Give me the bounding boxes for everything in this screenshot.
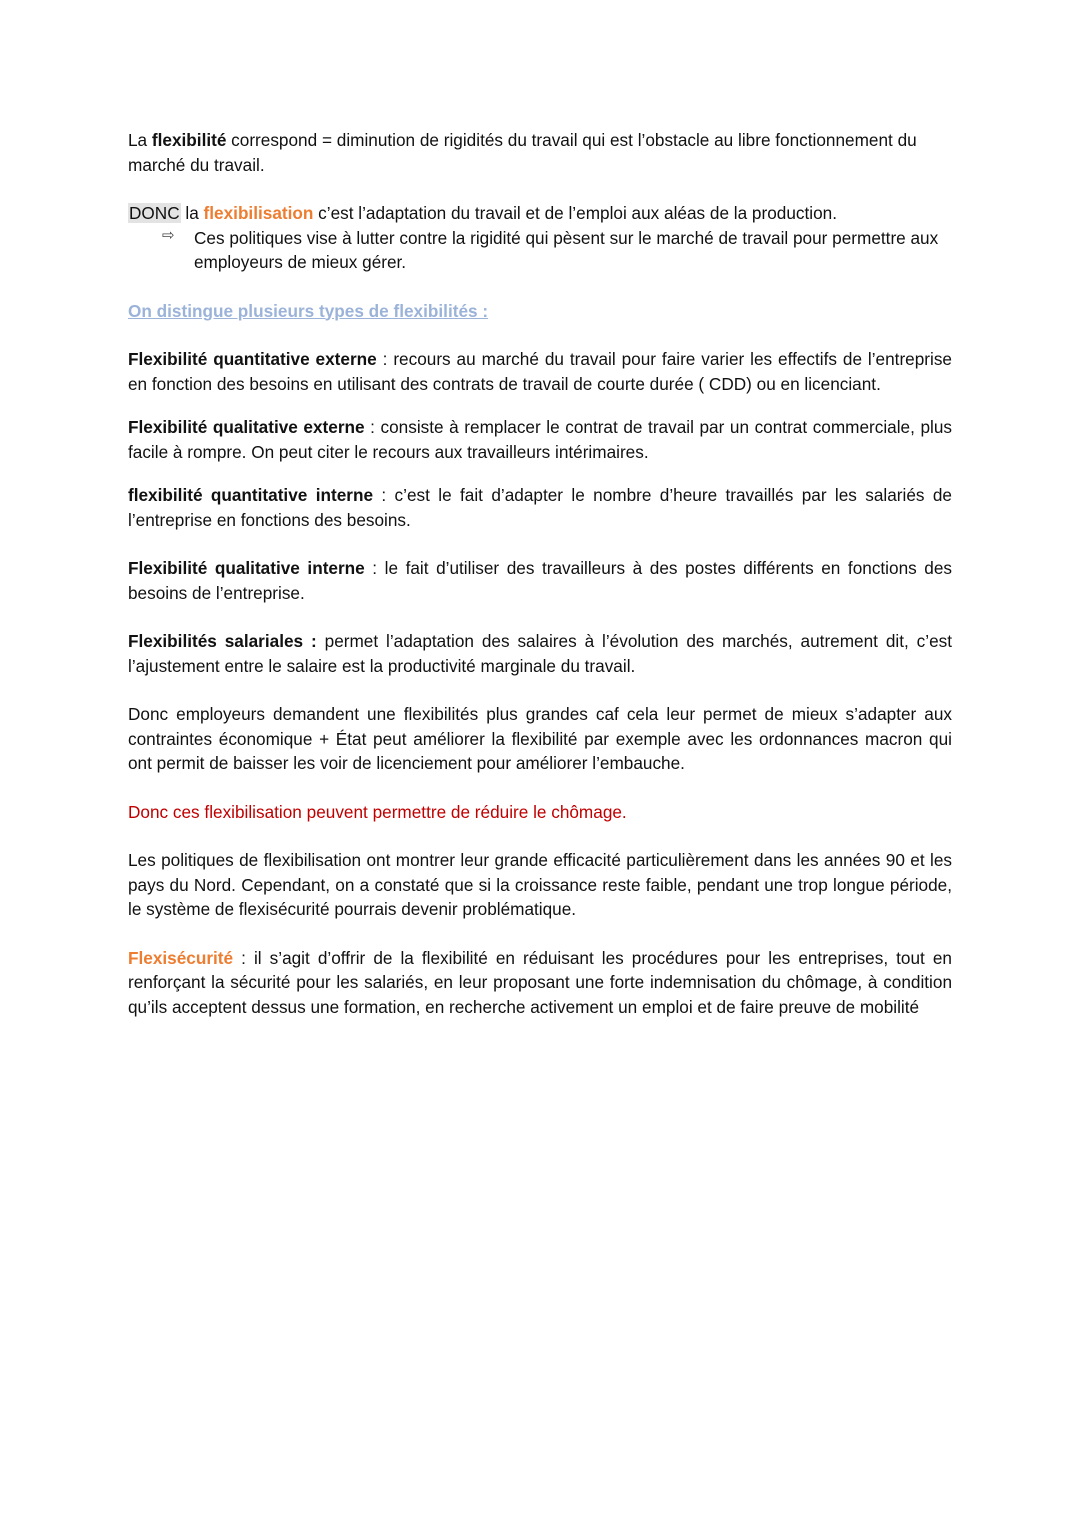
type-term: Flexibilité qualitative externe — [128, 417, 365, 437]
flexisecurite-paragraph — [128, 946, 952, 1020]
type-text: : c’est le fait d’adapter le nombre d’heure travaillés par les salariés de l’entreprise en fonctions des besoins. — [128, 485, 952, 530]
flexisecurite-text: : il s’agit d’offrir de la flexibilité en réduisant les procédures pour les entreprises, tout en renforçant la sécurité pour les salariés, en leur proposant une forte indemnisation du chômage, à condition qu’ils acceptent dessus une formation, en recherche activement un emploi et de faire preuve de mobilité — [128, 947, 952, 1017]
type-text: : le fait d’utiliser des travailleurs à des postes différents en fonctions des besoins de l’entreprise. — [128, 558, 952, 603]
employeurs-paragraph: Donc employeurs demandent une flexibilités plus grandes caf cela leur permet de mieux s’adapter aux contraintes économique + État peut améliorer la flexibilité par exemple avec les ordonnances macron qui ont permit de baisser les voir de licenciement pour améliorer l’embauche. — [128, 704, 952, 773]
arrow-right-icon: ⇨ — [162, 226, 175, 244]
conclusion-red: Donc ces flexibilisation peuvent permettre de réduire le chômage. — [128, 801, 627, 822]
intro-text-rest: correspond = diminution de rigidités du travail qui est l’obstacle au libre fonctionnement du marché du travail. — [128, 130, 917, 175]
type-term: Flexibilités salariales : — [128, 631, 317, 651]
politiques-paragraph: Les politiques de flexibilisation ont montrer leur grande efficacité particulièrement dans les années 90 et les pays du Nord. Cependant, on a constaté que si la croissance reste faible, pendant une trop longue période, le système de flexisécurité pourrais devenir problématique. — [128, 850, 952, 919]
bullet-item — [162, 226, 952, 275]
types-heading: On distingue plusieurs types de flexibilités : — [128, 300, 489, 321]
donc-definition: c’est l’adaptation du travail et de l’emploi aux aléas de la production. — [313, 203, 837, 223]
donc-highlight: DONC — [129, 203, 180, 223]
bullet-text: Ces politiques vise à lutter contre la rigidité qui pèsent sur le marché de travail pour permettre aux employeurs de mieux gérer. — [194, 227, 939, 272]
type-term: Flexibilité quantitative externe — [128, 349, 377, 369]
donc-paragraph — [128, 201, 952, 226]
term-flexibilite: flexibilité — [151, 130, 227, 150]
term-flexibilisation: flexibilisation — [203, 203, 314, 223]
type-text: permet l’adaptation des salaires à l’évolution des marchés, autrement dit, c’est l’ajustement entre le salaire est la productivité marginale du travail. — [128, 631, 952, 676]
type-paragraph-4 — [128, 556, 952, 605]
type-term: flexibilité quantitative interne — [128, 485, 374, 505]
section-heading — [128, 299, 952, 324]
type-paragraph-2 — [128, 415, 952, 464]
type-text: : consiste à remplacer le contrat de travail par un contrat commerciale, plus facile à rompre. On peut citer le recours aux travailleurs intérimaires. — [128, 417, 952, 462]
type-term: Flexibilité qualitative interne — [128, 558, 365, 578]
type-paragraph-5 — [128, 629, 952, 678]
type-paragraph-3 — [128, 483, 952, 532]
type-paragraph-1 — [128, 347, 952, 396]
term-flexisecurite: Flexisécurité — [128, 947, 234, 968]
donc-text: la — [180, 203, 204, 223]
intro-paragraph — [128, 128, 952, 177]
intro-text: La — [128, 130, 152, 150]
type-text: : recours au marché du travail pour faire varier les effectifs de l’entreprise en fonction des besoins en utilisant des contrats de travail de courte durée ( CDD) ou en licenciant. — [128, 349, 952, 394]
